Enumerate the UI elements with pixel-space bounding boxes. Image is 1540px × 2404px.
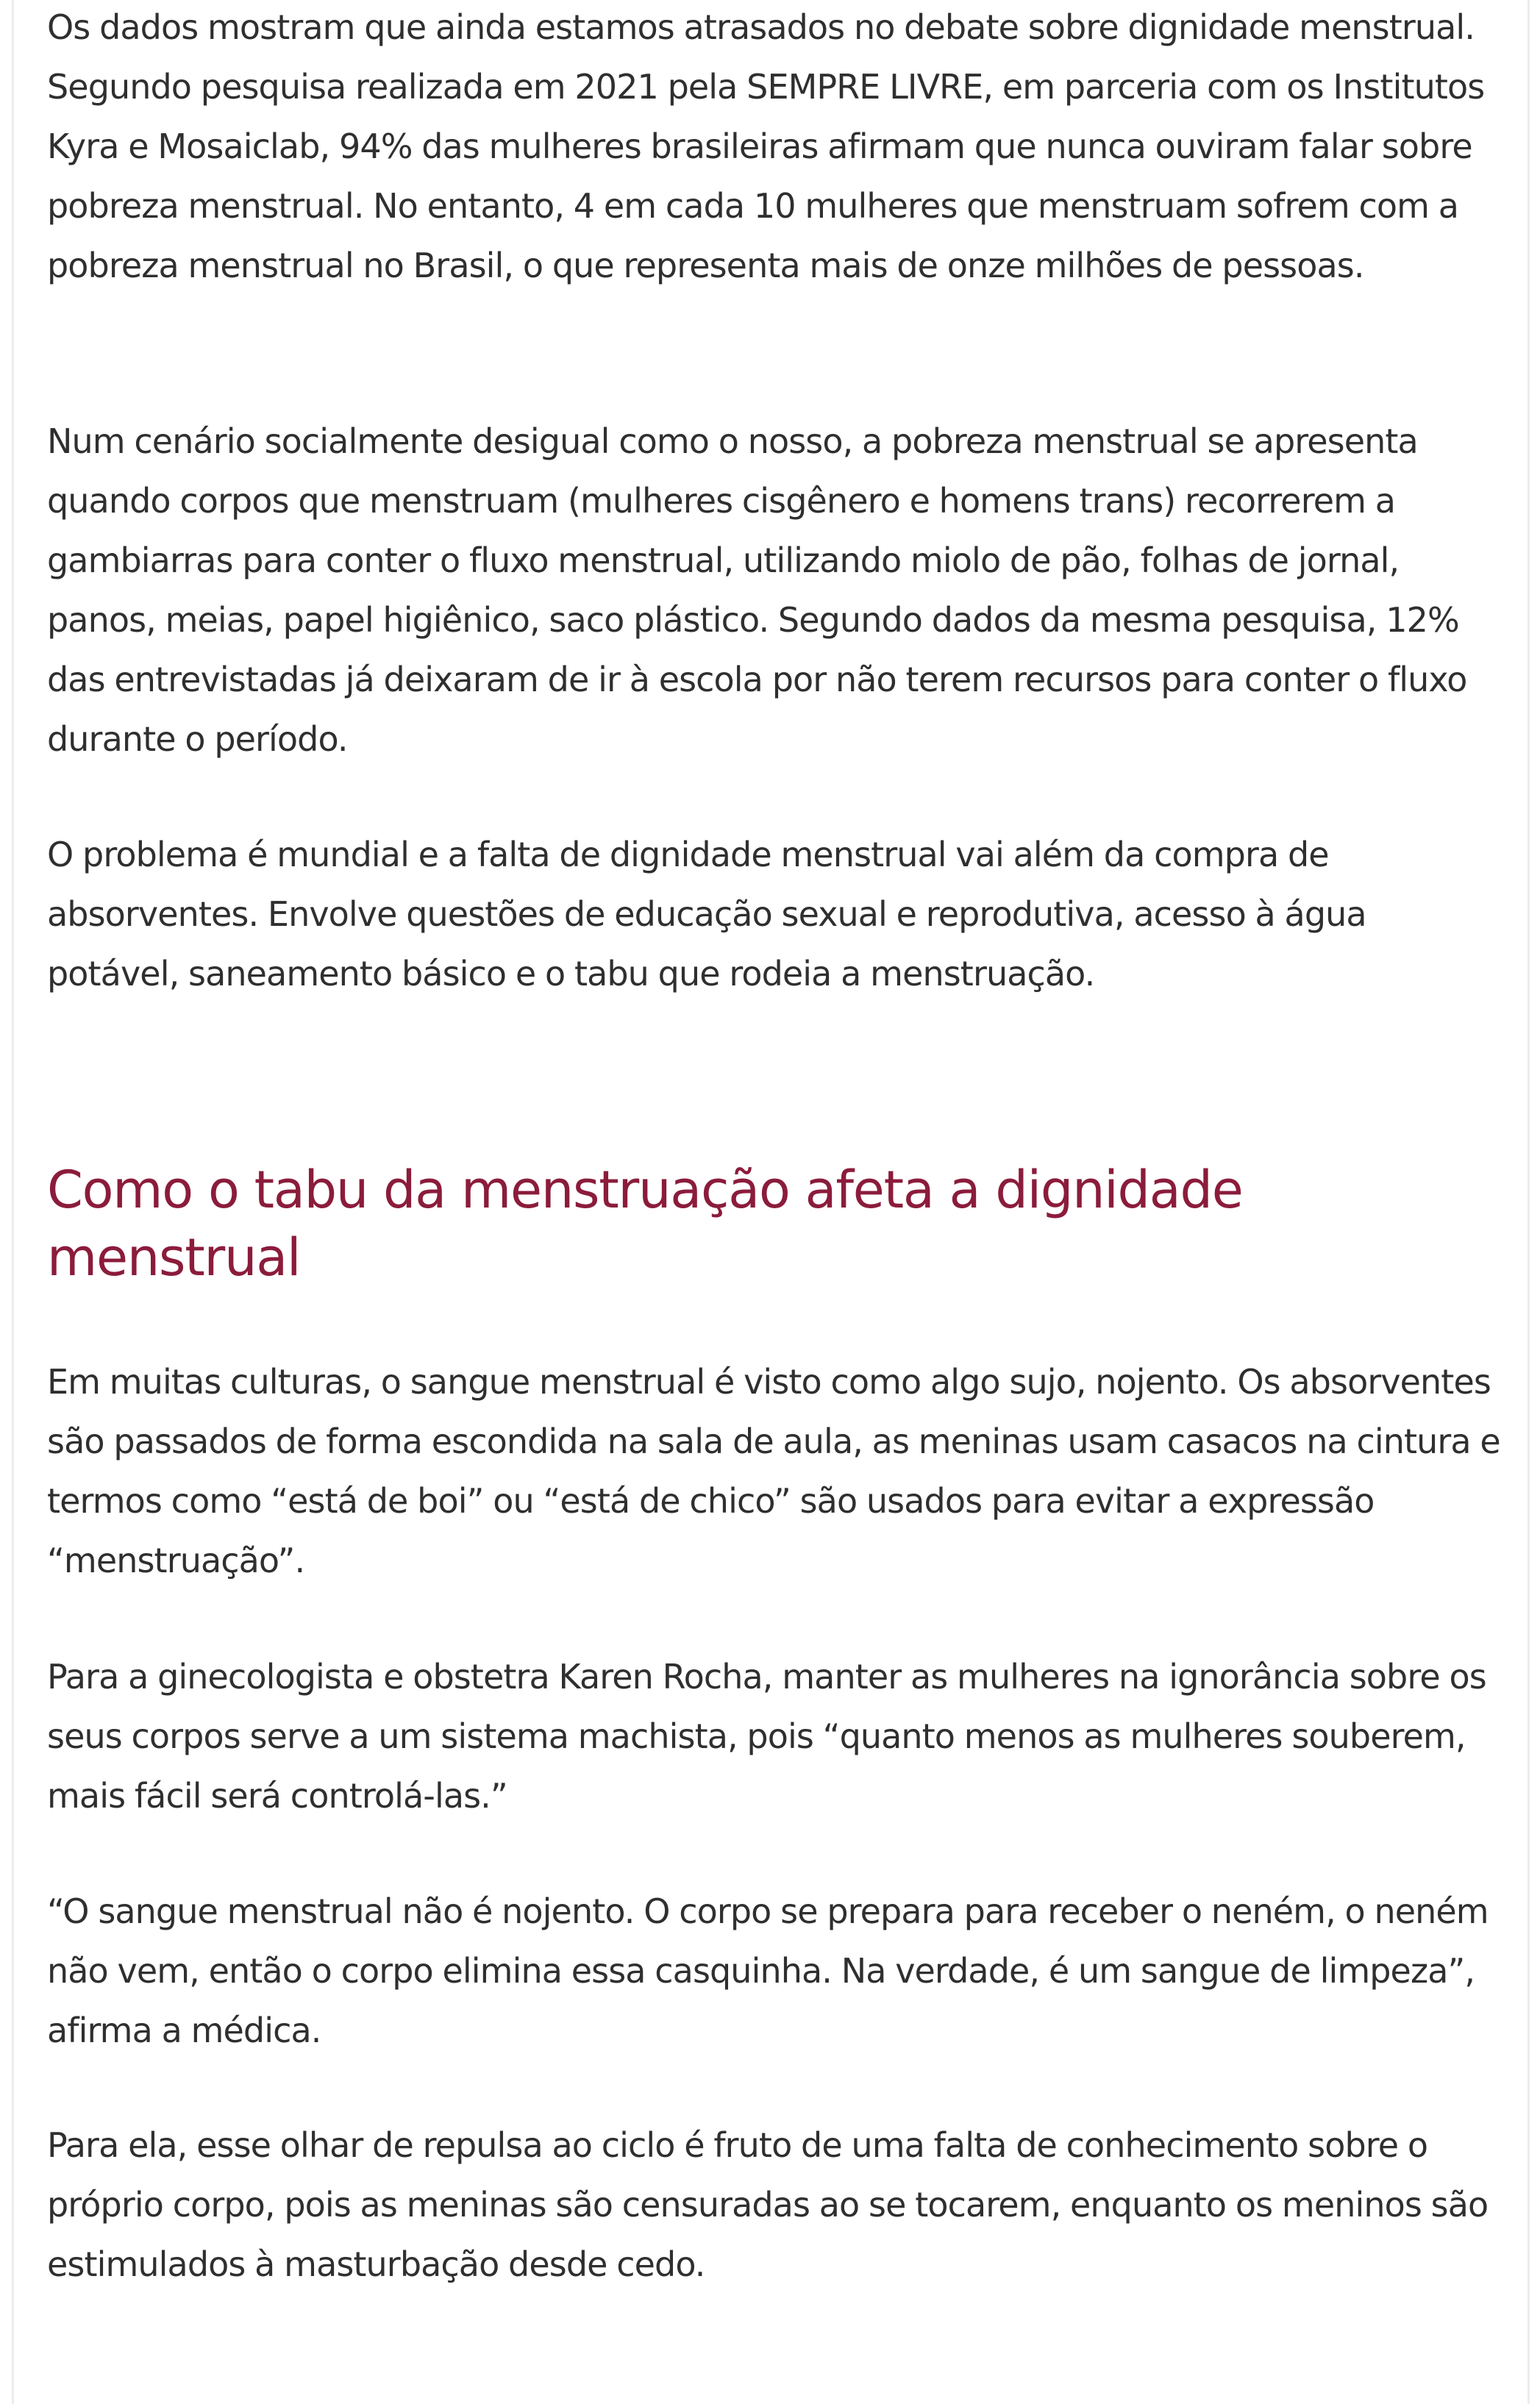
paragraph-citacao-medica: “O sangue menstrual não é nojento. O corpo se prepara para receber o neném, o neném não vem, então o corpo elimina essa casquinha. Na verdade, é um sangue de limpeza”, afirma a médica. — [47, 1891, 1489, 2050]
paragraph-repulsa-ciclo: Para ela, esse olhar de repulsa ao ciclo é fruto de uma falta de conhecimento sobre o próprio corpo, pois as meninas são censuradas ao se tocarem, enquanto os meninos são estimulados à masturbação desde cedo. — [47, 2125, 1489, 2284]
paragraph-pesquisa: Os dados mostram que ainda estamos atrasados no debate sobre dignidade menstrual. Segundo pesquisa realizada em 2021 pela SEMPRE LIVRE, em parceria com os Institutos Kyra e Mosaiclab, 94% das mulheres brasileiras afirmam que nunca ouviram falar sobre pobreza menstrual. No entanto, 4 em cada 10 mulheres que menstruam sofrem com a pobreza menstrual no Brasil, o que representa mais de onze milhões de pessoas. — [47, 7, 1485, 285]
paragraph-culturas: Em muitas culturas, o sangue menstrual é visto como algo sujo, nojento. Os absorventes são passados de forma escondida na sala de aula, as meninas usam casacos na cintura e termos como “está de boi” ou “está de chico” são usados para evitar a expressão “menstruação”. — [47, 1362, 1500, 1580]
left-border — [12, 0, 14, 2404]
paragraph-ginecologista: Para a ginecologista e obstetra Karen Rocha, manter as mulheres na ignorância sobre os seus corpos serve a um sistema machista, pois “quanto menos as mulheres souberem, mais fácil será controlá-las.” — [47, 1657, 1486, 1816]
right-border — [1527, 0, 1530, 2404]
paragraph-cenario: Num cenário socialmente desigual como o nosso, a pobreza menstrual se apresenta quando corpos que menstruam (mulheres cisgênero e homens trans) recorrerem a gambiarras para conter o fluxo menstrual, utilizando miolo de pão, folhas de jornal, panos, meias, papel higiênico, saco plástico. Segundo dados da mesma pesquisa, 12% das entrevistadas já deixaram de ir à escola por não terem recursos para conter o fluxo durante o período. — [47, 421, 1467, 759]
paragraph-problema-mundial: O problema é mundial e a falta de dignidade menstrual vai além da compra de absorventes. Envolve questões de educação sexual e reprodutiva, acesso à água potável, saneamento básico e o tabu que rodeia a menstruação. — [47, 835, 1366, 994]
section-heading: Como o tabu da menstruação afeta a dignidade menstrual — [47, 1160, 1243, 1288]
